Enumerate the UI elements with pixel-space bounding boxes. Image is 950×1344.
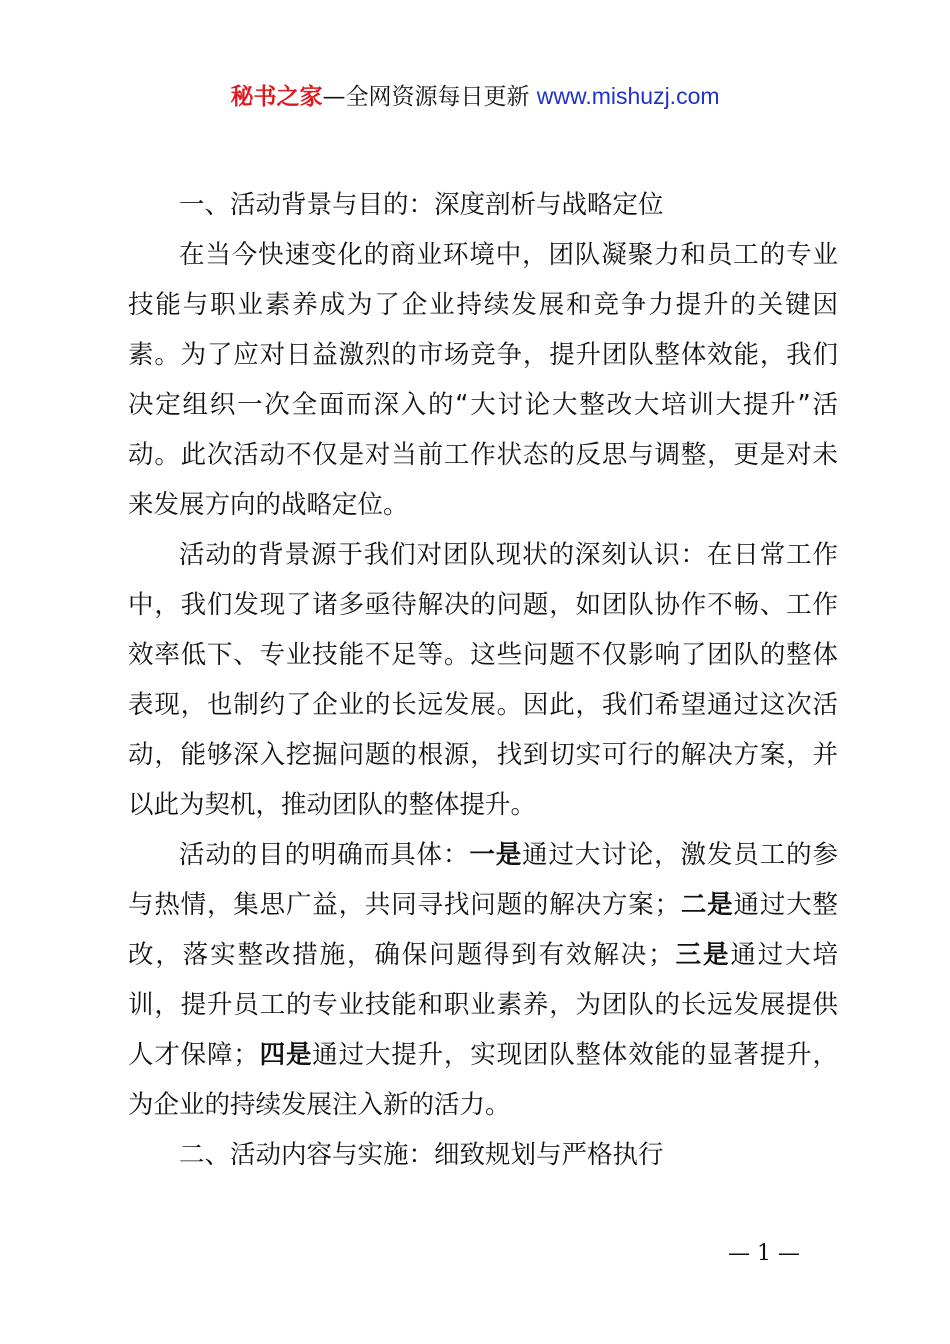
paragraph-origin: 活动的背景源于我们对团队现状的深刻认识：在日常工作中，我们发现了诸多亟待解决的问题，如团队协作不畅、工作效率低下、专业技能不足等。这些问题不仅影响了团队的整体表现，也制约了企业的长远发展。因此，我们希望通过这次活动，能够深入挖掘问题的根源，找到切实可行的解决方案，并以此为契机，推动团队的整体提升。 [128, 540, 838, 820]
section-heading-2: 二、活动内容与实施：细致规划与严格执行 [179, 1140, 664, 1170]
paragraph-goals [128, 830, 838, 1130]
page-number: — 1 — [728, 1241, 800, 1266]
goal-text-3: 通过大培训，提升员工的专业技能和职业素养，为团队的长远发展提供人才保障； [128, 940, 838, 1070]
goal-keyword-1: 一是 [469, 840, 523, 870]
paragraph-background: 在当今快速变化的商业环境中，团队凝聚力和员工的专业技能与职业素养成为了企业持续发展和竞争力提升的关键因素。为了应对日益激烈的市场竞争，提升团队整体效能，我们决定组织一次全面而深入的“大讨论大整改大培训大提升”活动。此次活动不仅是对当前工作状态的反思与调整，更是对未来发展方向的战略定位。 [128, 240, 838, 520]
goal-keyword-3: 三是 [673, 940, 731, 970]
goal-text-1: 通过大讨论，激发员工的参与热情，集思广益，共同寻找问题的解决方案； [128, 840, 838, 920]
brand-name: 秘书之家 [230, 84, 323, 110]
site-header [0, 78, 950, 115]
goal-keyword-4: 四是 [258, 1040, 313, 1070]
section-heading-1: 一、活动背景与目的：深度剖析与战略定位 [179, 190, 664, 220]
goal-text-4: 通过大提升，实现团队整体效能的显著提升，为企业的持续发展注入新的活力。 [128, 1040, 838, 1120]
goals-intro: 活动的目的明确而具体： [179, 840, 470, 870]
site-url-link[interactable]: www.mishuzj.com [536, 83, 720, 109]
document-body [128, 180, 838, 1180]
header-slogan: —全网资源每日更新 [322, 84, 537, 110]
goal-text-2: 通过大整改，落实整改措施，确保问题得到有效解决； [128, 890, 838, 970]
goal-keyword-2: 二是 [680, 890, 734, 920]
